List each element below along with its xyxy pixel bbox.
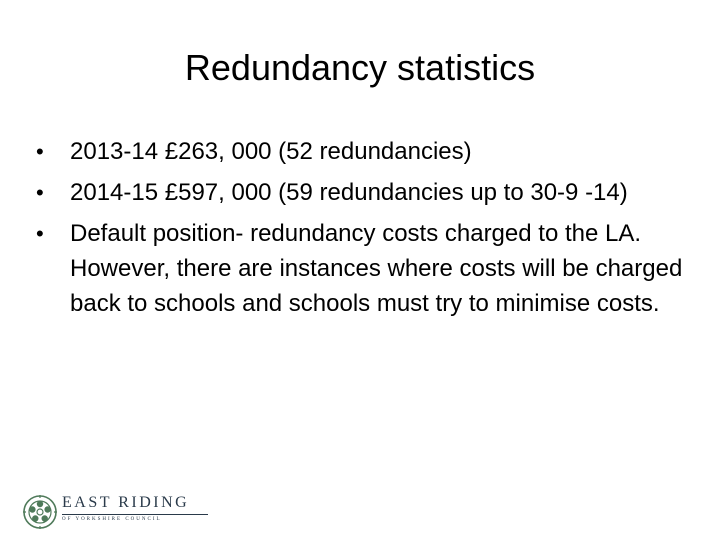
bullet-item (36, 216, 696, 321)
bullet-item (36, 134, 696, 169)
logo-name: EAST RIDING (62, 494, 190, 511)
bullet-item (36, 175, 696, 210)
bullet-text: Default position- redundancy costs charged to the LA. However, there are instances where costs will be charged back to schools and schools must try to minimise costs. (70, 220, 683, 317)
bullet-marker: • (36, 180, 44, 205)
bullet-text: 2014-15 £597, 000 (59 redundancies up to 30-9 -14) (70, 179, 628, 206)
bullet-marker: • (36, 221, 44, 246)
rose-emblem-icon (22, 494, 58, 530)
logo-divider (62, 514, 208, 515)
logo-subtitle: OF YORKSHIRE COUNCIL (62, 517, 162, 522)
slide-title: Redundancy statistics (184, 47, 536, 88)
bullet-list (36, 134, 696, 327)
bullet-text: 2013-14 £263, 000 (52 redundancies) (70, 138, 472, 165)
council-logo (22, 494, 192, 530)
bullet-marker: • (36, 139, 44, 164)
